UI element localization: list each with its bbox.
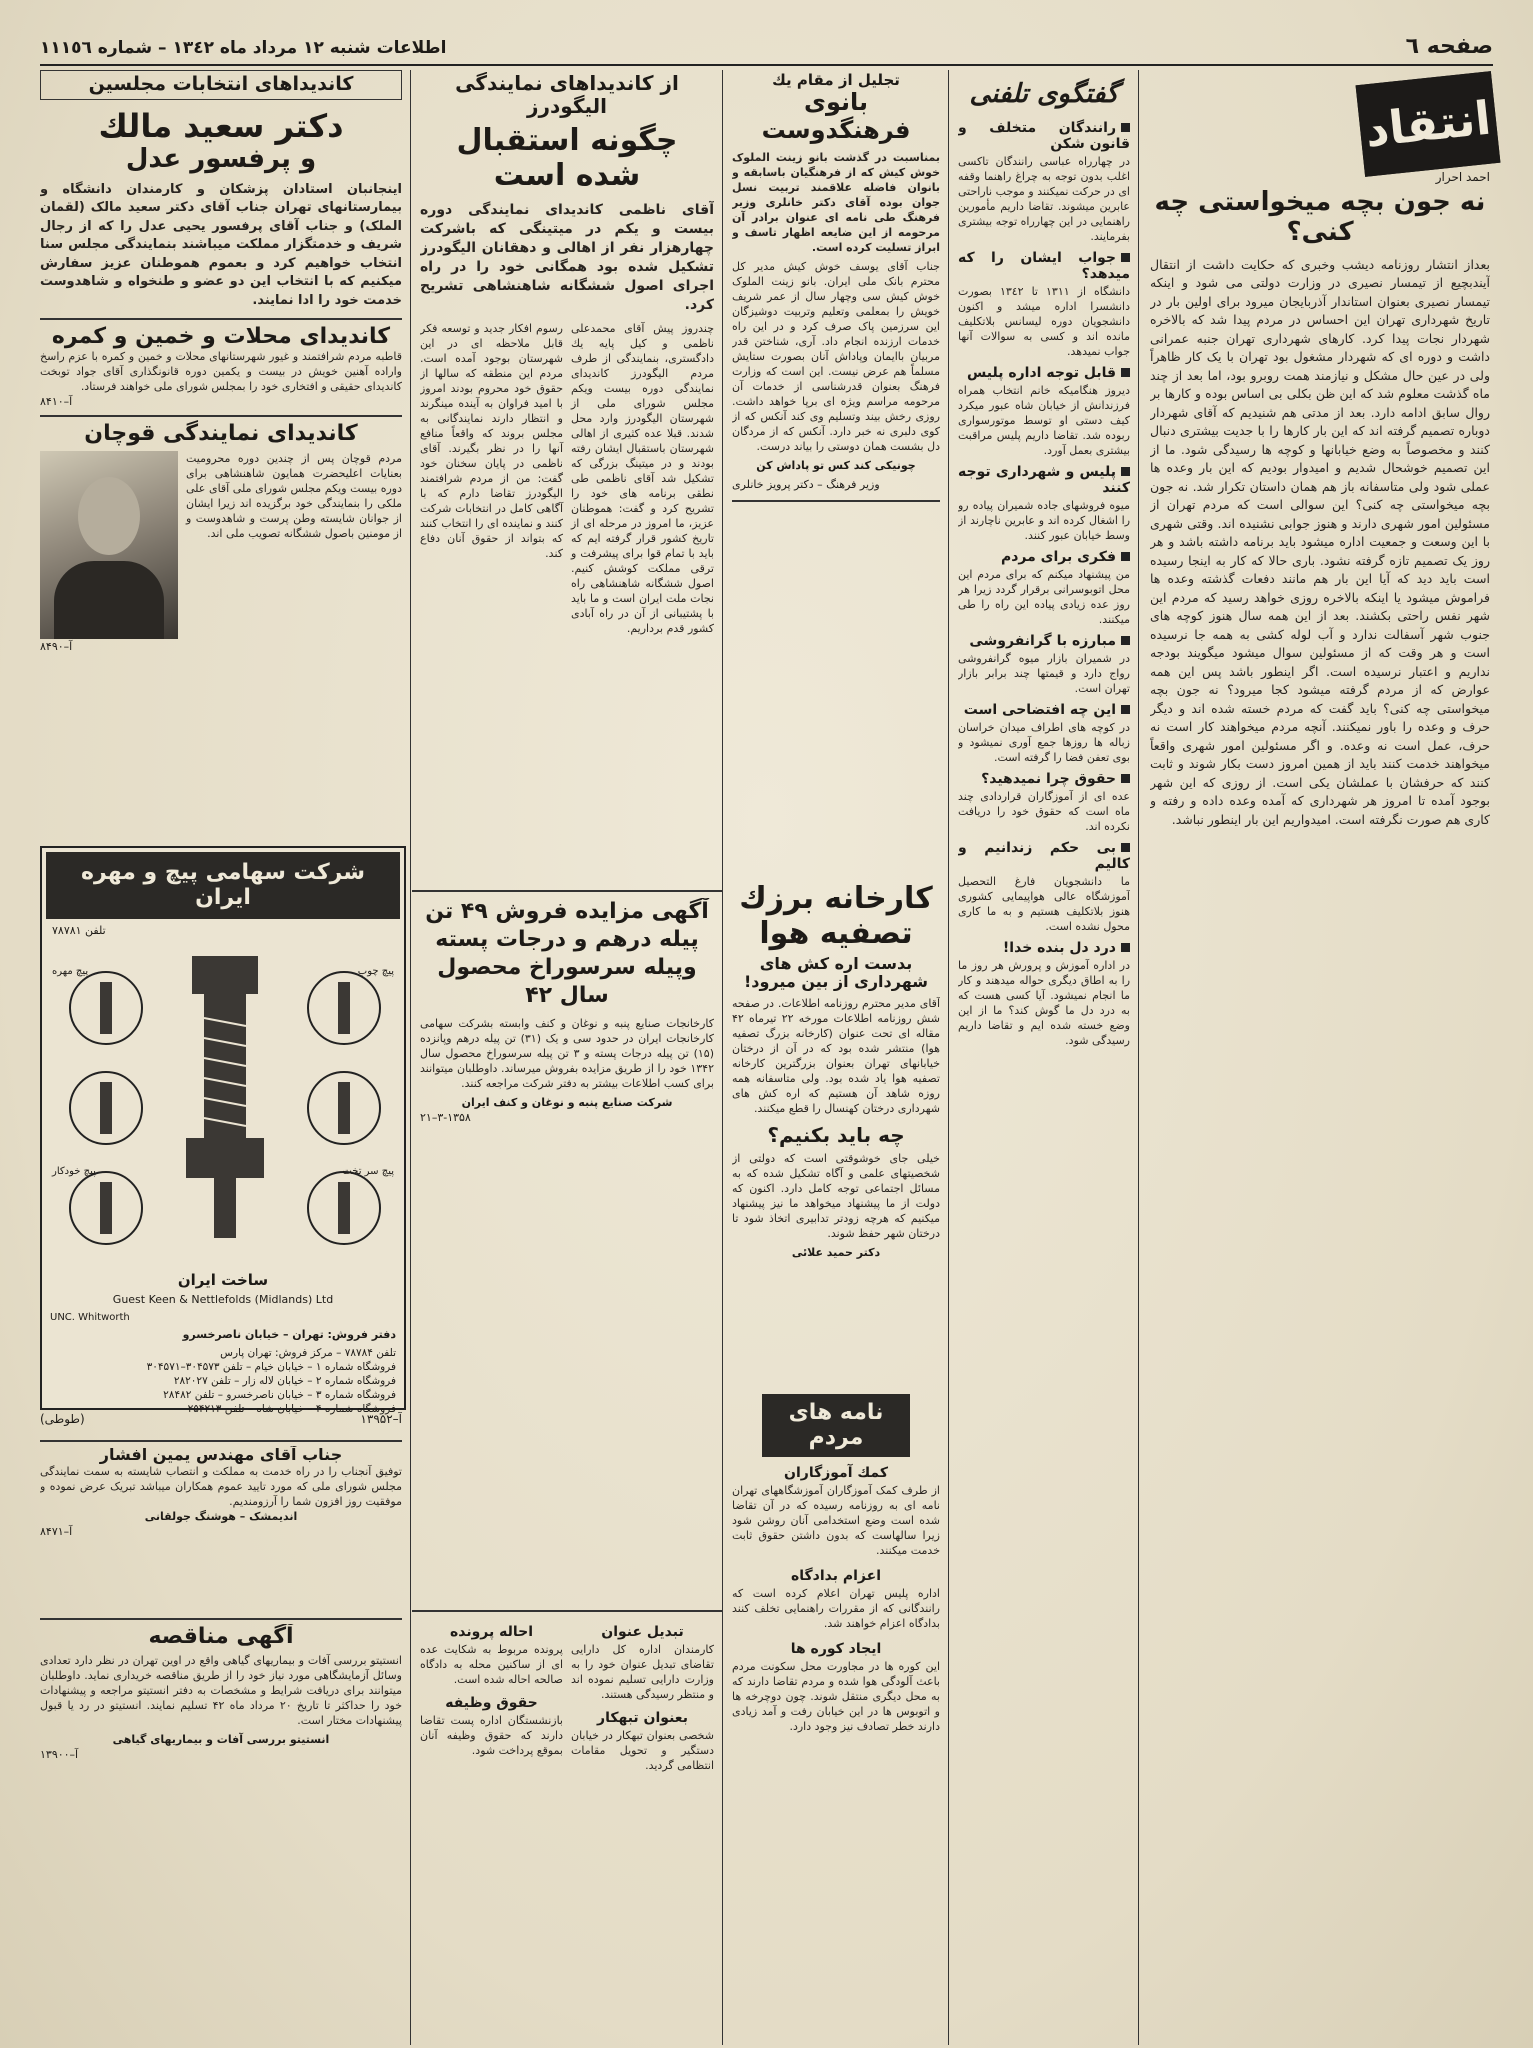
letters-section <box>732 1390 940 2035</box>
air-subtitle: بدست اره کش های شهرداری از بین میرود! <box>743 954 928 992</box>
notice-heading: بعنوان تبهکار <box>597 1710 688 1726</box>
article-title: نه جون بچه میخواستی چه کنی؟ <box>1154 187 1486 247</box>
auction-title: آگهی مزایده فروش ۴۹ تن پیله درهم و درجات پسته وپیله سرسوراخ محصول سال ۴۲ <box>425 899 709 1008</box>
question-title: چه باید بکنیم؟ <box>767 1122 905 1147</box>
column-rule <box>410 70 411 2045</box>
letter-heading: ایجاد کوره ها <box>790 1640 882 1657</box>
letter-heading: کمك آموزگاران <box>784 1464 888 1481</box>
screw-icon <box>338 1182 350 1234</box>
mahallat-title: کاندیدای محلات و خمین و کمره <box>51 324 391 350</box>
item-heading: این چه افتضاحی است <box>958 702 1130 718</box>
bullet-icon <box>1121 552 1130 561</box>
tender-title: آگهی مناقصه <box>148 1624 294 1649</box>
column-rule <box>722 70 723 2045</box>
divider <box>40 1440 402 1442</box>
article-title: بانوی فرهنگدوست <box>761 88 911 144</box>
tag-label: پیچ خودکار <box>52 1166 96 1177</box>
mahallat-code: آ–۸۴۱۰ <box>40 395 73 409</box>
article-lead: آقای ناظمی کاندیدای نمایندگی دوره بیست و یکم در میتینگی که باشرکت چهارهزار نفر از اهالی و دهقانان الیگودرز تشکیل شده بود همگانی خود را در راه اجرای اصول ششگانه شاهنشاهی تشریح کرد. <box>420 202 714 313</box>
notice-body: پرونده مربوط به شکایت عده ای از ساکنین محله به دادگاه صالحه احاله شده است. <box>420 1643 563 1686</box>
item-text: در شمیران بازار میوه گرانفروشی رواج دارد و قیمتها چند برابر بازار تهران است. <box>958 651 1130 695</box>
quchan-title: کاندیدای نمایندگی قوچان <box>84 421 358 447</box>
screw-icon <box>100 982 112 1034</box>
column-enteghad <box>1150 170 1490 2030</box>
section-title: گفتگوی تلفنی <box>969 79 1119 109</box>
item-text: ما دانشجویان فارغ التحصیل آموزشگاه عالی هواپیمایی کشوری هنوز بلاتکلیف هستیم و به ما کاری محول نشده است. <box>958 874 1130 933</box>
notices <box>420 1618 714 2038</box>
notice-body: بازنشستگان اداره پست تقاضا دارند که حقوق وظیفه آنان بموقع پرداخت شود. <box>420 1714 563 1757</box>
item-5 <box>958 549 1130 627</box>
issue-line: اطلاعات شنبه ١٢ مرداد ماه ١٣٤٢ – شماره ١١١٥٦ <box>40 38 447 58</box>
afshar-signature: اندیمشک – هوشنگ جولقانی <box>144 1510 298 1524</box>
notices-row <box>420 1618 714 1773</box>
bullet-icon <box>1121 636 1130 645</box>
article-air <box>732 882 940 1382</box>
letters-logo: نامه های مردم <box>762 1394 910 1457</box>
candidate-body: اینجانبان استادان پزشکان و کارمندان دانشگاه و بیمارستانهای تهران جناب آقای دکتر سعید مالک (لقمان الملک) و جناب آقای پرفسور یحیی عدل را که از رجال شریف و خدمتگزار مملکت میباشند بنمایندگی مجلس سنا انتخاب خواهیم کرد و بعموم هموطنان عزیز سفارش میکنیم که با انتخاب این دو عضو و طنخواه و شاهدوست خدمت خود را ادا نمایند. <box>40 181 402 308</box>
column-phone-talks <box>958 72 1130 2032</box>
divider <box>412 890 722 892</box>
page-header <box>40 34 1493 66</box>
bullet-icon <box>1121 253 1130 262</box>
item-2 <box>958 250 1130 359</box>
divider <box>40 415 402 417</box>
item-text: دیروز هنگامیکه خانم انتخاب همراه فرزندانش از خیابان شاه عبور میکرد کیف دستی او توسط موتورسواری ربوده شد. تقاضا داریم پلیس مراقبت بیشتری بعمل آورد. <box>958 383 1130 457</box>
letter-body: اداره پلیس تهران اعلام کرده است که رانندگانی که از مقررات راهنمایی تخلف کنند بدادگاه اعزام خواهند شد. <box>732 1586 940 1630</box>
item-3 <box>958 365 1130 458</box>
letter-heading: اعزام بدادگاه <box>791 1567 881 1584</box>
quchan-code: آ–۸۴۹۰ <box>40 639 73 653</box>
afshar-code: آ–۸۴۷۱ <box>40 1525 73 1539</box>
tender-signature: انستیتو بررسی آفات و بیماریهای گیاهی <box>112 1733 330 1747</box>
bullet-icon <box>1121 368 1130 377</box>
item-heading: قابل توجه اداره پلیس <box>958 365 1130 381</box>
article-intro: بمناسبت در گذشت بانو زینت الملوک خوش کیش که از فرهنگیان باسابقه و بانوان فاضله علاقمند تربیت نسل جوان بوده آقای دکتر خانلری وزیر فرهنگ طی نامه ای عنوان برادر آن مرحومه از این ضایعه اظهار تاسف و ابراز تسلیت کرده است. <box>732 151 940 255</box>
item-heading: حقوق چرا نمیدهید؟ <box>958 771 1130 787</box>
candidate-subtitle: و پرفسور عدل <box>125 143 317 174</box>
face-shape <box>78 477 140 555</box>
bullet-icon <box>1121 774 1130 783</box>
auction-code: ۳-۱۳۵۸–۲۱ <box>420 1111 471 1124</box>
tender-body: انستیتو بررسی آفات و بیماریهای گیاهی واقع در اوین تهران در نظر دارد تعدادی وسائل آزمایشگاهی مورد نیاز خود را از طریق مناقصه خریداری نماید. داوطلبان میتوانند برای دریافت شرایط و مشخصات به دفتر انستیتو مراجعه و پیشنهادات خود را حداکثر تا تاریخ ۲۰ مرداد ماه ۴۲ تسلیم نمایند. انستیتو در رد یا قبول پیشنهادات مختار است. <box>40 1654 402 1728</box>
auction-body: کارخانجات صنایع پنبه و نوغان و کنف وابسته بشرکت سهامی کارخانجات ایران در حدود سی و یک (۳۱) تن پیله درهم وپانزده (۱۵) تن پیله درجات پسته و ۳ تن پیله سرسوراخ محصول سال ۱۳۴۲ خود را از طریق مزایده بفروش میرساند. داوطلبان میتوانند برای کسب اطلاعات بیشتر به دفتر شرکت مراجعه کنند. <box>420 1017 714 1090</box>
article-poem: چونیکی کند کس تو پاداش کن <box>756 459 916 473</box>
auction-notice <box>420 898 714 1618</box>
afshar-notice <box>40 1446 402 1616</box>
item-heading: رانندگان متخلف و قانون شکن <box>958 119 1130 152</box>
notice-heading: حقوق وظیفه <box>445 1695 538 1711</box>
divider <box>732 500 940 502</box>
item-text: در چهارراه عباسی رانندگان تاکسی اغلب بدون توجه به چراغ راهنما وقفه ای در حرکت نمیکنند و موجب ناراحتی عابرین میشوند. تقاضا داریم مأمورین راهنمایی در این چهارراه توجه بیشتری بفرمایند. <box>958 154 1130 243</box>
article-kicker: از کاندیداهای نمایندگی الیگودرز <box>455 72 679 118</box>
notice-heading: احاله پرونده <box>449 1624 534 1640</box>
item-10 <box>958 940 1130 1048</box>
item-text: میوه فروشهای جاده شمیران پیاده رو را اشغال کرده اند و عابرین ناچارند از وسط خیابان عبور کنند. <box>958 498 1130 542</box>
ad-made-in: ساخت ایران <box>177 1270 269 1289</box>
ad-phone: تلفن ۷۸۷۸۱ <box>52 923 106 937</box>
question-body: خیلی جای خوشوقتی است که دولتی از شخصیتهای علمی و آگاه تشکیل شده که به مسائل اجتماعی توجه کامل دارد. اکنون که دولت از ما پیشنهاد میخواهد ما نیز پیشنهاد میکنیم که هرچه زودتر تدابیری اتخاذ شود تا درختان شهر حفظ شوند. <box>732 1151 940 1240</box>
item-1 <box>958 120 1130 244</box>
notice <box>420 1618 563 1773</box>
ad-company-name: شرکت سهامی پیچ و مهره ایران <box>46 852 400 919</box>
ad-code: آ–۱۳۹۵۲ <box>360 1412 402 1426</box>
ad-code-2: (طوطی) <box>40 1412 85 1426</box>
ad-unc: UNC. Whitworth <box>50 1311 130 1323</box>
bullet-icon <box>1121 123 1130 132</box>
auction-signature: شرکت صنایع پنبه و نوغان و کنف ایران <box>461 1096 673 1109</box>
article-body-left: رسوم افکار جدید و توسعه فکر قابل ملاحظه ای در این شهرستان بوجود آمده است. مردم این منطقه که سالها از حقوق خود محروم بودند امروز با امید فراوان به آینده مینگرند و انتظار دارند نمایندگانی به مجلس بروند که واقعاً منافع آنها را در نظر بگیرند. آقای ناظمی در پایان سخنان خود گفت: من از مردم شرافتمند الیگودرز تقاضا دارم که با آگاهی کامل در انتخابات شرکت کنند و نماینده ای را انتخاب کنند که بتواند از حقوق آنان دفاع کند. <box>420 322 563 560</box>
author-name: احمد احرار <box>1435 170 1490 184</box>
air-body: آقای مدیر محترم روزنامه اطلاعات. در صفحه شش روزنامه اطلاعات مورخه ۲۲ تیرماه ۴۲ مقاله ای تحت عنوان (کارخانه بزرگ تصفیه هوا) منتشر شده بود که در آن از درختان خیابانهای تهران بعنوان بزرگترین کارخانه تصفیه هوا یاد شده بود. ولی متاسفانه همه روزه شاهد آن هستیم که اره کش های شهرداری درختان کهنسال را قطع میکنند. <box>732 996 940 1115</box>
question-signature: دکتر حمید علائی <box>791 1245 881 1259</box>
ad-branch: فروشگاه شماره ۱ – خیابان خیام – تلفن ۳۰۴۵۷۳–۳۰۴۵۷۱ <box>146 1360 396 1373</box>
afshar-body: توفیق آنجناب را در راه خدمت به مملکت و انتصاب شایسته به سمت نمایندگی مجلس شورای ملی که مورد تایید عموم همکاران میباشد تبریک عرض نموده و موفقیت روز افزون شما را آرزومندیم. <box>40 1465 402 1509</box>
screw-icon <box>100 1082 112 1134</box>
letter-body: این کوره ها در مجاورت محل سکونت مردم باعث آلودگی هوا شده و مردم تقاضا دارند که به محل دیگری منتقل شوند. چون دوچرخه ها و اتوبوس ها در این خیابان رفت و آمد زیادی دارند خطر تصادف نیز وجود دارد. <box>732 1659 940 1733</box>
column-rule <box>948 70 949 2045</box>
notice-heading: تبدیل عنوان <box>601 1624 684 1640</box>
divider <box>40 318 402 320</box>
item-text: دانشگاه از ١٣١١ تا ١٣٤٢ بصورت دانشسرا اداره میشد و اکنون دانشجویان دوره لیسانس بلاتکلیف مانده اند و کسی به سوالات آنها جواب نمیدهد. <box>958 284 1130 358</box>
screw-icon <box>100 1182 112 1234</box>
candidate-title: دکتر سعید مالك <box>98 106 344 145</box>
item-text: عده ای از آموزگاران قراردادی چند ماه است که حقوق خود را دریافت نکرده اند. <box>958 789 1130 833</box>
article-columns <box>420 321 714 636</box>
article-body: بعداز انتشار روزنامه دیشب وخبری که حکایت داشت از انتقال آیندبچیع از تیمسار نصیری در وزارت دولتی می شود و اینکه تیمسار نصیری بعنوان استاندار آذربایجان میرود برای اولین بار در تاریخ شهرداری تهران این احساس در مردم پیدا شد که بالاخره شهردار نجات پیدا کرد. کارهای شهرداری تهران جنبه عمرانی داشت و دوره ای که شهردار مشغول بود تهران با یک کار ظاهراً ولی در عین حال مشکل و نیازمند همت روبرو بود، اما بعد از چند ماه گذشت معلوم شد که این ظن بکلی بی اساس بوده و کارها بر روال سابق ادامه دارد. بعد از مدتی هم شنیدیم که آقای شهردار دوباره تصمیم گرفته اند که این بار کارها را با جدیت بیشتری دنبال کنند و مخصوصاً به وضع خیابانها و کوچه ها رسیدگی شود. ما از این تصمیم خوشحال شدیم و امیدوار بودیم که این بار وعده ها عملی شود ولی متاسفانه باز هم همان داستان تکرار شد. نه جون بچه میخواستی چه کنی؟ این سوالی است که مردم تهران از مسئولین امور شهری دارند و هنوز جوابی نشنیده اند. وقتی شهری با این وسعت و جمعیت اداره میشود باید برنامه داشته باشد و هر روز یک تصمیم تازه گرفته نشود. باری حالا که کار به اینجا رسیده است باید دید که آیا این بار هم مانند دفعات گذشته وعده ها فراموش میشود یا اینکه بالاخره روزی خواهد رسید که مردم این شهر نفس راحتی بکشند. بعد از این همه سال هنوز کوچه های جنوب شهر آسفالت ندارد و آب لوله کشی به همه جا نرسیده است و هر وقت که از مسئولین سوال میشود میگویند بودجه نداریم و اعتبار نرسیده است. اگر اینطور باشد پس این همه عوارض که از مردم گرفته میشود کجا میرود؟ نه جون بچه میخواستی چه کنی؟ باید گفت که مردم خسته شده اند و دیگر حرف و وعده را باور نمیکنند. آنچه مردم میخواهند کار است نه حرف، عمل است نه وعده. و اگر مسئولین امور شهری واقعاً میخواهند خدمت کنند باید از همین امروز دست بکار شوند و ثابت کنند که حرفشان با عملشان یکی است. از روزی که این شهر بوجود آمده تا امروز هر شهرداری که آمده وعده داده و رفته و کاری هم صورت نگرفته است. امیدواریم این بار اینطور نباشد. <box>1150 256 1490 827</box>
ad-branch: فروشگاه شماره ۴ – خیابان شاه – تلفن ۲۵۴۲۱۳ <box>187 1402 396 1415</box>
air-title: کارخانه برزك تصفیه هوا <box>739 882 933 951</box>
screw-icon <box>338 1082 350 1134</box>
tag-label: پیچ سر تخت <box>342 1166 394 1177</box>
bullet-icon <box>1121 705 1130 714</box>
item-text: در کوچه های اطراف میدان خراسان زباله ها روزها جمع آوری نمیشود و بوی تعفن فضا را گرفته است. <box>958 720 1130 764</box>
divider <box>40 1618 402 1620</box>
item-heading: بی حکم زندانیم و کالیم <box>958 839 1130 872</box>
divider <box>412 1610 722 1612</box>
tender-notice <box>40 1624 402 2034</box>
item-heading: مبارزه با گرانفروشی <box>958 633 1130 649</box>
item-heading: پلیس و شهرداری توجه کنند <box>958 463 1130 496</box>
mahallat-body: قاطبه مردم شرافتمند و غیور شهرستانهای محلات و خمین و کمره با عزم راسخ واراده آهنین خویش در بیست و یکمین دوره قانونگذاری آقای جواد توبخت کاندیدای حقیقی و افتخاری خود را بمجلس شورای ملی خواهند فرستاد. <box>40 350 402 394</box>
article-title: چگونه استقبال شده است <box>456 123 678 193</box>
notice <box>571 1618 714 1773</box>
item-heading: درد دل بنده خدا! <box>958 940 1130 956</box>
notice-body: کارمندان اداره کل دارایی تقاضای تبدیل عنوان خود را به وزارت دارایی تسلیم نموده اند و منتظر رسیدگی هستند. <box>571 1643 714 1701</box>
article-body: جناب آقای یوسف خوش کیش مدیر کل محترم بانک ملی ایران. بانو زینت الملوک خوش کیش سی وچهار سال از عمر شریف خویش را بمعلمی وتعلیم وتربیت دوشیزگان این سرزمین پاک صرف کرد و در این راه خدمات ارزنده انجام داد. آری، شناختن قدر مربیان باایمان وپاداش آنان بصورت ستایش مسلماً هم عرض نیست. این است که وزارت فرهنگ بعنوان قدرشناسی از خدمات آن مرحومه مراسم ویژه ای برپا خواهد داشت. روزی رخش بیند وتسلیم وی کند آنکس که از کوی دلبری نه خبر دارد. آنکس که از مردگان دل بشست همان دوستی را بیاند درست. <box>732 260 940 454</box>
item-heading: فکری برای مردم <box>958 549 1130 565</box>
item-9 <box>958 840 1130 934</box>
bullet-icon <box>1121 943 1130 952</box>
bullet-icon <box>1121 467 1130 476</box>
ad-office: دفتر فروش: تهران – خیابان ناصرخسرو <box>182 1327 396 1341</box>
item-heading: جواب ایشان را که میدهد؟ <box>958 249 1130 282</box>
ad-branch: فروشگاه شماره ۳ – خیابان ناصرخسرو – تلفن ۲۸۴۸۲ <box>163 1388 396 1401</box>
page-number: صفحه ٦ <box>1405 34 1493 59</box>
screws-ad <box>40 846 406 1415</box>
item-4 <box>958 464 1130 543</box>
bullet-icon <box>1121 843 1130 852</box>
screws-illustration <box>46 938 404 1268</box>
item-text: من پیشنهاد میکنم که برای مردم این محل اتوبوسرانی برقرار گردد زیرا هر روز عده زیادی پیاده این راه را طی میکنند. <box>958 567 1130 626</box>
item-8 <box>958 771 1130 834</box>
letter-body: از طرف کمک آموزگاران آموزشگاههای تهران نامه ای به روزنامه رسیده که در آن تقاضا شده است وضع استخدامی آنان روشن شود زیرا سالهاست که بدون داشتن حقوق ثابت خدمت میکنند. <box>732 1483 940 1557</box>
candidate-photo <box>40 451 178 639</box>
ad-branch: فروشگاه شماره ۲ – خیابان لاله زار – تلفن ۲۸۲۰۲۷ <box>173 1374 396 1387</box>
ad-branch: تلفن ۷۸۷۸۴ – مرکز فروش: تهران پارس <box>220 1346 396 1359</box>
article-signature: وزیر فرهنگ – دکتر پرویز خانلری <box>732 478 880 492</box>
bolt-head-icon <box>192 956 258 994</box>
article-aligudarz <box>420 72 714 892</box>
article-kicker: تجلیل از مقام یك <box>772 72 900 89</box>
item-text: در اداره آموزش و پرورش هر روز ما را به اطاق دیگری حواله میدهند و کار ما انجام نمیشود. آیا کسی هست که به درد دل ما گوش کند؟ ما از این وضع خسته شده ایم و تقاضا داریم رسیدگی شود. <box>958 958 1130 1047</box>
bolt-tip-icon <box>214 1178 236 1238</box>
item-7 <box>958 702 1130 765</box>
column-rule <box>1138 70 1139 2045</box>
article-body-right: چندروز پیش آقای محمدعلی ناظمی و کیل پایه یك دادگستری، بنمایندگی از طرف مردم الیگودرز کاندیدای نمایندگی دوره بیست ویکم مجلس شورای ملی از شهرستان الیگودرز وارد محل شدند. قبلا عده کثیری از اهالی شهرستان باستقبال ایشان رفته بودند و در میتینگ بزرگی که تشکیل شد آقای ناظمی طی نطقی برنامه های خود را تشریح کرد و گفت: هموطنان عزیز، ما امروز در مرحله ای از تاریخ کشور قرار گرفته ایم که باید با تمام قوا برای پیشرفت و ترقی مملکت کوشش کنیم. اصول ششگانه شاهنشاهی راه نجات ملت ایران است و ما باید با پشتیبانی از آن در راه آبادی کشور قدم برداریم. <box>571 322 714 635</box>
tag-label: پیچ چوب <box>357 966 394 977</box>
suit-shape <box>54 561 164 639</box>
section-banner: کاندیداهای انتخابات مجلسین <box>40 70 402 100</box>
quchan-block <box>40 451 402 639</box>
tender-code: آ–۱۳۹۰۰ <box>40 1748 79 1762</box>
afshar-title: جناب آقای مهندس یمین افشار <box>99 1446 343 1464</box>
screw-icon <box>338 982 350 1034</box>
quchan-body: مردم قوچان پس از چندین دوره محرومیت بعنایات اعلیحضرت همایون شاهنشاهی برای دوره بیست ویکم مجلس شورای ملی آقای علی ملکی را بنمایندگی خود برگزیده اند زیرا ایشان از جوانان شایسته وطن پرست و شاهدوست و از مومنین باصول ششگانه تصویب ملی اند. <box>186 451 402 540</box>
tag-label: پیچ مهره <box>52 966 89 977</box>
item-6 <box>958 633 1130 696</box>
ad-maker: Guest Keen & Nettlefolds (Midlands) Ltd <box>112 1292 334 1306</box>
notice-body: شخصی بعنوان تبهکار در خیابان دستگیر و تحویل مقامات انتظامی گردید. <box>571 1729 714 1772</box>
nut-icon <box>186 1138 264 1178</box>
enteghad-logo: انتقاد <box>1356 71 1501 177</box>
